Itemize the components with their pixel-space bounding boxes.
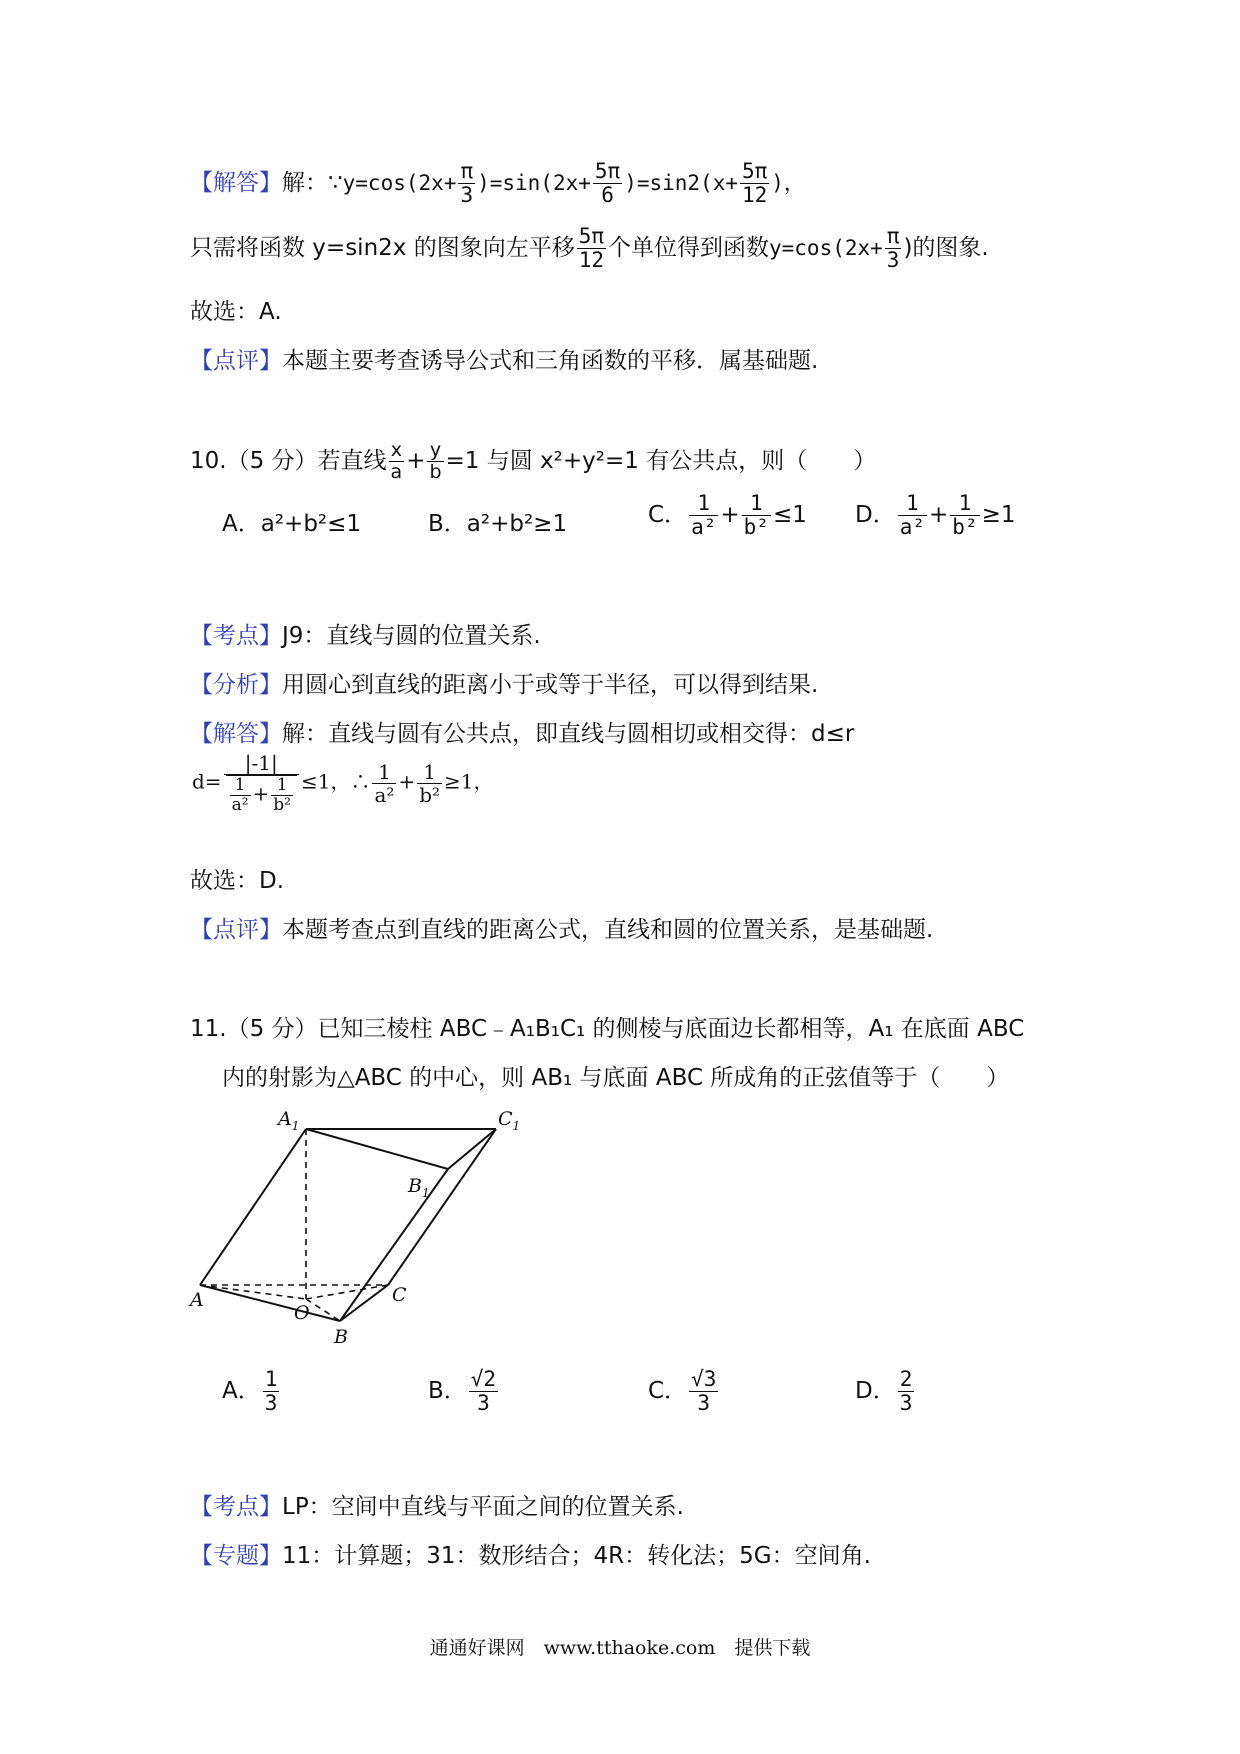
fraction: $\frac{√3}{3}$ — [691, 1367, 717, 1416]
prism-figure — [186, 1105, 546, 1355]
fraction: $\frac{5\pi}{6}$ — [594, 159, 621, 208]
fraction: $\frac{√2}{3}$ — [470, 1367, 497, 1416]
fraction: $\frac{5\pi}{12}$ — [741, 159, 768, 208]
edge-bc — [340, 1285, 388, 1321]
label-c: C — [392, 1284, 407, 1306]
fraction: $\frac{5\pi}{12}$ — [578, 224, 604, 273]
page-footer: 通通好课网 www.tthaoke.com 提供下载 — [429, 1637, 811, 1659]
fraction: $\frac{1}{\text{b²}}$ — [952, 491, 978, 540]
answer-tag: 【解答】 — [190, 721, 282, 747]
q11-stem-line1: 11.（5 分）已知三棱柱 ABC﹣A₁B₁C₁ 的侧棱与底面边长都相等，A₁ 在底面 ABC — [190, 1016, 1025, 1042]
fraction: $\frac{\pi}{3}$ — [460, 159, 474, 208]
fraction: $\frac{1}{\text{a²}}$ — [691, 491, 717, 540]
comment-tag: 【点评】 — [190, 348, 282, 374]
q11-stem-line2: 内的射影为△ABC 的中心，则 AB₁ 与底面 ABC 所成角的正弦值等于（ ） — [222, 1065, 1010, 1091]
fraction: $\frac{1}{\text{b²}}$ — [419, 759, 441, 807]
q10-analysis: 【分析】用圆心到直线的距离小于或等于半径，可以得到结果. — [190, 672, 819, 698]
edge-cc1 — [388, 1129, 496, 1285]
q9-answer-line2: 只需将函数 y=sin2x 的图象向左平移 $\frac{5\pi}{12}$ 个单位得到函数y=cos(2x+ $\frac{\pi}{3}$ )的图象. — [190, 224, 989, 273]
fraction: $\frac{x}{a}$ — [390, 439, 403, 483]
fraction: $\frac{1}{\text{b²}}$ — [743, 491, 769, 540]
sqrt: $\frac{1}{\text{a²}}$ + $\frac{1}{\text{b²}}$ — [226, 775, 297, 814]
comment-tag: 【点评】 — [190, 917, 282, 943]
q11-option-a: A． $\frac{1}{3}$ — [222, 1367, 278, 1416]
q10-answer: 【解答】解：直线与圆有公共点，即直线与圆相切或相交得：d≤r — [190, 721, 855, 747]
segment-ao — [200, 1285, 306, 1299]
q10-keypoint: 【考点】J9：直线与圆的位置关系. — [190, 623, 541, 649]
fraction: |-1| $\frac{1}{\text{a²}}$ + $\frac{1}{\text{b²}}$ — [224, 752, 299, 814]
q10-option-b: B．a²+b²≥1 — [428, 511, 568, 537]
fraction: $\frac{1}{\text{a²}}$ — [374, 759, 395, 807]
answer-tag: 【解答】 — [190, 170, 282, 197]
label-b: B — [334, 1326, 348, 1348]
label-o: O — [294, 1302, 310, 1324]
q11-option-c: C． $\frac{√3}{3}$ — [648, 1367, 717, 1416]
segment-ob — [306, 1299, 340, 1321]
q11-topic: 【专题】11：计算题；31：数形结合；4R：转化法；5G：空间角. — [190, 1543, 871, 1569]
q10-distance-formula: d= |-1| $\frac{1}{\text{a²}}$ + $\frac{1}{\text{b²}}$ ≤1，∴ $\frac{1}{\text{a²}}$ + $\frac{1}{\text{b²}}$ ≥1， — [192, 751, 494, 815]
label-a: A — [190, 1289, 204, 1311]
fraction: $\frac{1}{3}$ — [264, 1367, 278, 1416]
q9-comment: 【点评】本题主要考查诱导公式和三角函数的平移．属基础题. — [190, 348, 819, 374]
edge-aa1 — [200, 1129, 306, 1285]
q10-stem: 10.（5 分）若直线 $\frac{x}{a}$ + $\frac{y}{b}$ =1 与圆 x²+y²=1 有公共点，则（ ） — [190, 439, 877, 483]
analysis-tag: 【分析】 — [190, 672, 282, 698]
label-c1: $C_1$ — [498, 1108, 521, 1133]
fraction: $\frac{y}{b}$ — [429, 439, 442, 483]
label-b1: $B_1$ — [408, 1175, 430, 1200]
q11-keypoint: 【考点】LP：空间中直线与平面之间的位置关系. — [190, 1494, 684, 1520]
segment-oc — [306, 1285, 388, 1299]
label-a1: $A_1$ — [278, 1108, 300, 1133]
fraction: $\frac{1}{\text{a²}}$ — [899, 491, 926, 540]
edge-ab — [200, 1285, 340, 1321]
q10-option-a: A．a²+b²≤1 — [222, 511, 362, 537]
q10-choice: 故选：D. — [190, 868, 285, 894]
q10-option-c: C． $\frac{1}{\text{a²}}$ + $\frac{1}{\text{b²}}$ ≤1 — [648, 491, 807, 540]
q9-answer-line: 【解答】解：∵y=cos(2x+ $\frac{\pi}{3}$ )=sin(2x+ $\frac{5\pi}{6}$ )=sin2(x+ $\frac{5\pi}{12}$ )， — [190, 159, 805, 208]
topic-tag: 【专题】 — [190, 1543, 282, 1569]
fraction: $\frac{\pi}{3}$ — [886, 224, 900, 273]
q11-option-b: B． $\frac{√2}{3}$ — [428, 1367, 497, 1416]
keypoint-tag: 【考点】 — [190, 623, 282, 649]
fraction: $\frac{2}{3}$ — [899, 1367, 913, 1416]
q10-option-d: D． $\frac{1}{\text{a²}}$ + $\frac{1}{\text{b²}}$ ≥1 — [855, 491, 1016, 540]
q9-choice: 故选：A. — [190, 299, 282, 325]
keypoint-tag: 【考点】 — [190, 1494, 282, 1520]
edge-a1b1 — [306, 1129, 448, 1169]
q11-option-d: D． $\frac{2}{3}$ — [855, 1367, 913, 1416]
q10-comment: 【点评】本题考查点到直线的距离公式，直线和圆的位置关系，是基础题. — [190, 917, 934, 943]
